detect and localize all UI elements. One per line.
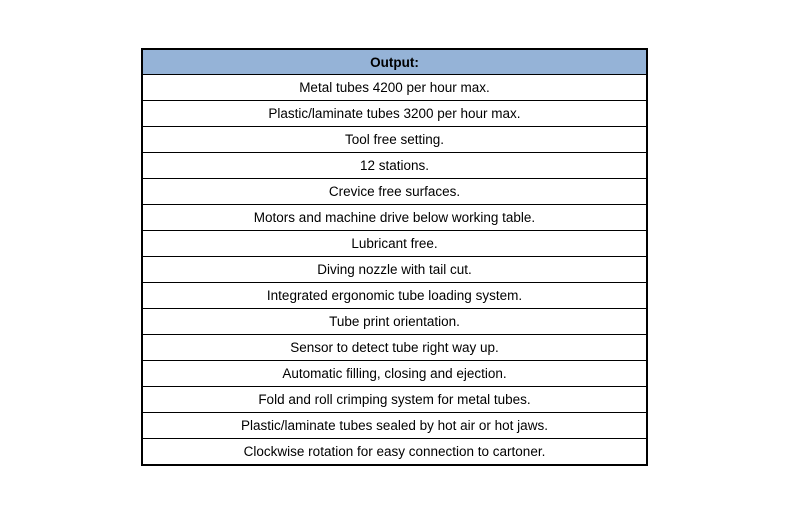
table-cell: Diving nozzle with tail cut. xyxy=(142,257,647,283)
table-row xyxy=(142,335,647,361)
table-row xyxy=(142,231,647,257)
table-cell: Plastic/laminate tubes 3200 per hour max. xyxy=(142,101,647,127)
table-row xyxy=(142,153,647,179)
table-row xyxy=(142,101,647,127)
table-cell: Tool free setting. xyxy=(142,127,647,153)
table-row xyxy=(142,413,647,439)
table-cell: 12 stations. xyxy=(142,153,647,179)
table-row xyxy=(142,439,647,466)
table-cell: Crevice free surfaces. xyxy=(142,179,647,205)
table-cell: Lubricant free. xyxy=(142,231,647,257)
table-row xyxy=(142,127,647,153)
table-row xyxy=(142,75,647,101)
table-row xyxy=(142,257,647,283)
table-header-output: Output: xyxy=(142,49,647,75)
table-cell: Tube print orientation. xyxy=(142,309,647,335)
table-cell: Sensor to detect tube right way up. xyxy=(142,335,647,361)
table-cell: Metal tubes 4200 per hour max. xyxy=(142,75,647,101)
table-row xyxy=(142,283,647,309)
table-cell: Plastic/laminate tubes sealed by hot air or hot jaws. xyxy=(142,413,647,439)
table-cell: Fold and roll crimping system for metal tubes. xyxy=(142,387,647,413)
table-cell: Integrated ergonomic tube loading system. xyxy=(142,283,647,309)
table-header-row xyxy=(142,49,647,75)
table-cell: Automatic filling, closing and ejection. xyxy=(142,361,647,387)
table-cell: Clockwise rotation for easy connection to cartoner. xyxy=(142,439,647,466)
table-row xyxy=(142,309,647,335)
output-spec-table xyxy=(141,48,648,466)
table-row xyxy=(142,205,647,231)
table-cell: Motors and machine drive below working table. xyxy=(142,205,647,231)
table-row xyxy=(142,361,647,387)
table-row xyxy=(142,179,647,205)
table-row xyxy=(142,387,647,413)
